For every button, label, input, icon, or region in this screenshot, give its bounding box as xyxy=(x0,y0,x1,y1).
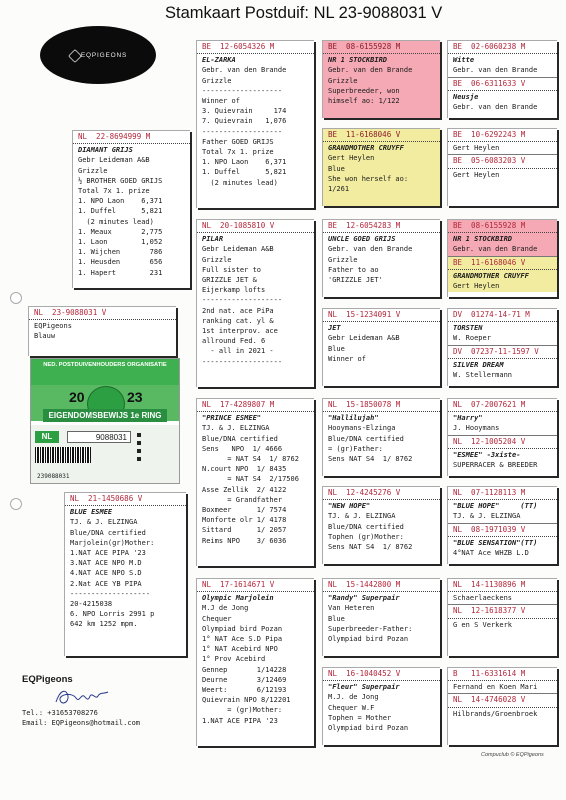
card-line: W. Stellermann xyxy=(453,371,513,380)
card-line: N.court NPO 1/ 8435 xyxy=(202,465,287,474)
card-line: (2 minutes lead) xyxy=(78,217,154,226)
card-line: Marjolein(gr)Mother: xyxy=(70,538,155,547)
pedigree-card-mfm xyxy=(322,486,440,564)
card-line: Gert Heylen xyxy=(328,154,375,163)
ring-number: NL 15-1442800 M xyxy=(323,580,440,592)
card-line: 1.NAT ACE PIPA '23 xyxy=(202,716,278,725)
card-line: Gebr. van den Brande xyxy=(453,245,538,254)
pedigree-card-g6 xyxy=(447,486,557,564)
ring-number: NL 15-1850078 M xyxy=(323,400,440,412)
card-line: Tophen = Mother xyxy=(328,713,392,722)
card-line: M.J. de Jong xyxy=(328,693,379,702)
eqpigeons-logo xyxy=(40,26,156,84)
card-line: Deurne 3/12469 xyxy=(202,675,287,684)
card-top-half xyxy=(448,220,557,256)
certificate-header: NED. POSTDUIVENHOUDERS ORGANISATIE xyxy=(31,359,179,385)
card-line: Quievrain NPO 8/12201 xyxy=(202,696,291,705)
pedigree-card-mf xyxy=(196,398,314,566)
card-line: 4.NAT ACE NPO S.D xyxy=(70,569,142,578)
pedigree-card-fmm xyxy=(322,308,440,386)
card-line: 1° NAT Acebird NPO xyxy=(202,645,278,654)
card-bottom-half xyxy=(448,693,557,719)
card-line: Gebr Leideman A&B xyxy=(78,156,150,165)
card-line: Blue/DNA certified xyxy=(70,528,146,537)
card-line: Gert Heylen xyxy=(453,282,500,291)
card-bottom-half xyxy=(448,345,557,382)
card-line: Reims NPO 3/ 6036 xyxy=(202,536,287,545)
card-line: Eijerkamp lofts xyxy=(202,286,266,295)
pigeon-name: EL-ZARKA xyxy=(202,56,236,65)
ring-number: NL 22-8694999 M xyxy=(73,132,190,144)
card-line: 1° NAT Ace S.D Pipa xyxy=(202,635,283,644)
card-line: W. Roeper xyxy=(453,334,491,343)
card-line: Winner of xyxy=(202,97,240,106)
card-line: Father to ao xyxy=(328,265,379,274)
card-line: ------------------- xyxy=(202,86,283,95)
card-line: 1/261 xyxy=(328,185,350,194)
card-line: Superbreeder-Father: xyxy=(328,624,413,633)
card-line: Schaerlaeckens xyxy=(453,594,513,603)
card-line: Blue xyxy=(328,614,345,623)
card-line: ranking cat. yl & xyxy=(202,316,274,325)
pigeon-name: GRANDMOTHER CRUYFF xyxy=(328,144,404,153)
pedigree-card-g1 xyxy=(447,40,557,118)
card-bottom-half xyxy=(448,154,557,180)
ring-number: B 11-6331614 M xyxy=(448,669,557,681)
card-line: 1st interprov. ace xyxy=(202,327,278,336)
card-line: 3. Quievrain 174 xyxy=(202,107,287,116)
ring-number: NL 16-1040452 V xyxy=(323,669,440,681)
pedigree-card-fff xyxy=(322,40,440,118)
copyright: Compuclub © EQPigeons xyxy=(481,752,544,758)
card-bottom-half xyxy=(448,256,557,293)
card-line: Gennep 1/14228 xyxy=(202,665,287,674)
card-line: Boxmeer 1/ 7574 xyxy=(202,506,287,515)
card-line: Sens NAT S4 1/ 8762 xyxy=(328,455,413,464)
card-line: Chequer W.F xyxy=(328,703,375,712)
card-bottom-half xyxy=(448,435,557,472)
card-line: She won herself ao: xyxy=(328,174,409,183)
ring-number: NL 07-1128113 M xyxy=(448,488,557,500)
card-line: = (gr)Father: xyxy=(328,444,383,453)
card-line: Total 7x 1. prize xyxy=(78,187,150,196)
certificate-country-code: NL xyxy=(35,431,59,443)
card-line: 3.NAT ACE NPO M.D xyxy=(70,559,142,568)
card-line: 'GRIZZLE JET' xyxy=(328,276,383,285)
pedigree-card-mother xyxy=(64,492,186,656)
pigeon-name: DIAMANT GRIJS xyxy=(78,146,133,155)
card-top-half xyxy=(448,487,557,523)
card-line: 2nd nat. ace PiPa xyxy=(202,306,274,315)
card-line: Blauw xyxy=(34,332,56,341)
pigeon-name: "Fleur" Superpair xyxy=(328,683,400,692)
checkbox-icon xyxy=(137,433,141,437)
card-line: 1. NPO Laon 6,371 xyxy=(202,158,287,167)
card-line: Gebr. van den Brande xyxy=(202,66,287,75)
contact-info xyxy=(22,709,140,728)
card-line: 7. Quievrain 1,076 xyxy=(202,117,287,126)
pedigree-card-g5 xyxy=(447,398,557,476)
ring-number: NL 20-1085810 V xyxy=(197,221,314,233)
card-line: J. Hooymans xyxy=(453,424,500,433)
card-line: Sens NAT S4 1/ 8762 xyxy=(328,543,413,552)
subject-card xyxy=(28,306,176,356)
pigeon-name: Olympic Marjolein xyxy=(202,594,274,603)
ring-number: DV 07237-11-1597 V xyxy=(448,347,557,359)
pigeon-name: Neusje xyxy=(453,92,479,101)
card-line: Olympiad bird Pozan xyxy=(328,635,409,644)
card-line: ------------------- xyxy=(202,357,283,366)
card-line: Grizzle xyxy=(202,255,232,264)
pedigree-card-fmf xyxy=(322,219,440,297)
pedigree-card-ffm xyxy=(322,128,440,206)
card-line: GRIZZLE JET & xyxy=(202,276,257,285)
ring-number: NL 14-4746028 V xyxy=(448,695,557,707)
logo-text: EQPIGEONS xyxy=(80,51,128,59)
card-line: Van Heteren xyxy=(328,604,375,613)
card-line: ½ BROTHER GOED GRIJS xyxy=(78,176,163,185)
pigeon-name: "BLUE HOPE" (TT) xyxy=(453,502,538,511)
card-line: 2.Nat ACE YB PIPA xyxy=(70,579,142,588)
card-bottom-half xyxy=(448,604,557,630)
pigeon-name: TORSTEN xyxy=(453,324,483,333)
card-line: Blue/DNA certified xyxy=(202,434,278,443)
card-line: Sittard 1/ 2057 xyxy=(202,526,287,535)
card-line: TJ. & J. ELZINGA xyxy=(202,424,270,433)
card-top-half xyxy=(448,668,557,693)
card-line: Hilbrands/Groenbroek xyxy=(453,709,538,718)
card-line: SUPERRACER & BREEDER xyxy=(453,461,538,470)
pedigree-card-father xyxy=(72,130,190,288)
pedigree-card-g2 xyxy=(447,128,557,206)
ring-number: NL 15-1234091 V xyxy=(323,310,440,322)
card-line: 1.NAT ACE PIPA '23 xyxy=(70,549,146,558)
card-line: 6. NPO Lorris 2991 p xyxy=(70,610,155,619)
ring-number: NL 08-1971039 V xyxy=(448,525,557,537)
pedigree-card-mmm xyxy=(322,667,440,745)
pigeon-name: "Harry" xyxy=(453,414,483,423)
pedigree-card-mff xyxy=(322,398,440,476)
card-line: 4°NAT Ace WHZB L.D xyxy=(453,549,529,558)
pedigree-card-g7 xyxy=(447,578,557,656)
ownership-certificate xyxy=(30,358,180,484)
card-line: himself ao: 1/122 xyxy=(328,97,400,106)
card-line: Asse Zellik 2/ 4122 xyxy=(202,485,287,494)
pedigree-card-g8 xyxy=(447,667,557,745)
ring-number: BE 10-6292243 M xyxy=(448,130,557,142)
binder-hole-icon xyxy=(10,292,22,304)
ring-number: DV 01274-14-71 M xyxy=(448,310,557,322)
card-line: 20-4215038 xyxy=(70,600,113,609)
card-line: Winner of xyxy=(328,354,366,363)
card-top-half xyxy=(448,41,557,77)
ring-number: BE 12-6054326 M xyxy=(197,42,314,54)
card-line: Gebr Leideman A&B xyxy=(202,245,274,254)
card-line: Tophen (gr)Mother: xyxy=(328,532,404,541)
checkbox-icon xyxy=(137,457,141,461)
pedigree-card-ff xyxy=(196,40,314,208)
card-line: 1. NPO Laon 6,371 xyxy=(78,197,163,206)
card-line: = NAT S4 1/ 8762 xyxy=(202,455,299,464)
card-line: Blue xyxy=(328,344,345,353)
certificate-ring-number: 9088031 xyxy=(67,431,131,443)
pigeon-name: "PRINCE ESMEE" xyxy=(202,414,262,423)
pigeon-name: "Randy" Superpair xyxy=(328,594,400,603)
card-bottom-half xyxy=(448,523,557,560)
card-line: M.J de Jong xyxy=(202,604,249,613)
card-line: allround Fed. 6 xyxy=(202,337,266,346)
card-line: 1. Hapert 231 xyxy=(78,268,163,277)
pedigree-card-fm xyxy=(196,219,314,387)
ring-number: BE 06-6311633 V xyxy=(448,79,557,91)
card-line: ------------------- xyxy=(202,296,283,305)
ring-number: BE 12-6054283 M xyxy=(323,221,440,233)
card-line: Fernand en Koen Mari xyxy=(453,683,538,692)
ring-number: NL 23-9088031 V xyxy=(29,308,176,320)
card-line: Blue/DNA certified xyxy=(328,522,404,531)
card-line: 1. Wijchen 786 xyxy=(78,248,163,257)
card-line: Weert: 6/12193 xyxy=(202,686,287,695)
checkbox-icon xyxy=(137,449,141,453)
card-line: 642 km 1252 mpm. xyxy=(70,620,138,629)
card-line: Blue/DNA certified xyxy=(328,434,404,443)
card-line: Sens NPO 1/ 4666 xyxy=(202,444,283,453)
footer-brand: EQPigeons xyxy=(22,674,73,685)
ring-number: BE 05-6083203 V xyxy=(448,156,557,168)
card-line: 1. Laon 1,052 xyxy=(78,238,163,247)
card-top-half xyxy=(448,399,557,435)
ring-number: NL 12-4245276 V xyxy=(323,488,440,500)
ring-number: NL 07-2007621 M xyxy=(448,400,557,412)
card-line: TJ. & J. ELZINGA xyxy=(328,512,396,521)
card-line: Blue xyxy=(328,164,345,173)
card-top-half xyxy=(448,129,557,154)
certificate-year-left: 20 xyxy=(69,389,85,405)
pigeon-name: "NEW HOPE" xyxy=(328,502,371,511)
card-line: Gebr. van den Brande xyxy=(328,245,413,254)
pigeon-name: GRANDMOTHER CRUYFF xyxy=(453,271,529,280)
pigeon-name: "BLUE SENSATION"(TT) xyxy=(453,538,538,547)
pigeon-name: "Hallilujah" xyxy=(328,414,379,423)
pedigree-card-g4 xyxy=(447,308,557,386)
page-title: Stamkaart Postduif: NL 23-9088031 V xyxy=(165,4,443,22)
card-line: = Grandfather xyxy=(202,495,283,504)
card-line: 1. Heusden 656 xyxy=(78,258,163,267)
card-line: EQPigeons xyxy=(34,322,72,331)
barcode-icon xyxy=(35,447,91,463)
card-line: Olympiad bird Pozan xyxy=(328,724,409,733)
card-line: TJ. & J. ELZINGA xyxy=(453,512,521,521)
card-line: Gebr. van den Brande xyxy=(453,66,538,75)
card-line: (2 minutes lead) xyxy=(202,178,278,187)
contact-phone: Tel.: +31653708276 xyxy=(22,709,98,717)
card-line: Hooymans-Elzinga xyxy=(328,424,396,433)
ring-number: NL 21-1450686 V xyxy=(65,494,186,506)
contact-email: Email: EQPigeons@hotmail.com xyxy=(22,718,141,727)
signature-icon xyxy=(52,684,112,710)
card-line: Grizzle xyxy=(78,166,108,175)
card-line: 1. Meaux 2,775 xyxy=(78,227,163,236)
pigeon-name: NR 1 STOCKBIRD xyxy=(328,56,388,65)
card-line: ------------------- xyxy=(202,127,283,136)
pigeon-name: JET xyxy=(328,324,341,333)
ring-number: BE 11-6168046 V xyxy=(448,258,557,270)
card-line: ------------------- xyxy=(70,589,151,598)
card-line: Grizzle xyxy=(328,76,358,85)
card-line: Chequer xyxy=(202,614,232,623)
card-line: - all in 2021 - xyxy=(202,347,274,356)
ring-number: BE 08-6155928 M xyxy=(448,221,557,233)
ring-number: NL 17-4289807 M xyxy=(197,400,314,412)
certificate-ribbon: EIGENDOMSBEWIJS 1e RING xyxy=(43,409,167,422)
pigeon-name: BLUE ESMEE xyxy=(70,508,113,517)
pigeon-name: Witte xyxy=(453,56,475,65)
card-line: = (gr)Mother: xyxy=(202,706,283,715)
card-line: Full sister to xyxy=(202,265,262,274)
pigeon-name: PILAR xyxy=(202,235,224,244)
ring-number: NL 14-1130896 M xyxy=(448,580,557,592)
certificate-year-right: 23 xyxy=(127,389,143,405)
card-line: G en S Verkerk xyxy=(453,620,513,629)
ring-number: BE 08-6155928 M xyxy=(323,42,440,54)
ring-number: BE 02-6060238 M xyxy=(448,42,557,54)
card-line: 1° Prov Acebird xyxy=(202,655,266,664)
card-line: Gebr. van den Brande xyxy=(328,66,413,75)
card-line: Superbreeder, won xyxy=(328,86,400,95)
card-line: Gebr. van den Brande xyxy=(453,103,538,112)
card-line: Total 7x 1. prize xyxy=(202,148,274,157)
binder-hole-icon xyxy=(10,498,22,510)
card-line: Gebr Leideman A&B xyxy=(328,334,400,343)
checkbox-icon xyxy=(137,441,141,445)
pigeon-name: UNCLE GOED GRIJS xyxy=(328,235,396,244)
card-line: Grizzle xyxy=(328,255,358,264)
pedigree-card-g3 xyxy=(447,219,557,297)
ring-number: NL 12-1005204 V xyxy=(448,437,557,449)
card-top-half xyxy=(448,309,557,345)
ring-number: NL 17-1614671 V xyxy=(197,580,314,592)
barcode-number: 239088031 xyxy=(37,473,70,480)
pigeon-name: NR 1 STOCKBIRD xyxy=(453,235,513,244)
card-line: Monforte olr 1/ 4178 xyxy=(202,516,287,525)
card-line: 1. Duffel 5,821 xyxy=(78,207,163,216)
pigeon-name: "ESMEE" -3xiste- xyxy=(453,450,521,459)
card-line: 1. Duffel 5,821 xyxy=(202,168,287,177)
ring-number: NL 12-1618377 V xyxy=(448,606,557,618)
pedigree-card-mmf xyxy=(322,578,440,656)
card-line: Gert Heylen xyxy=(453,170,500,179)
card-line: = NAT S4 2/17506 xyxy=(202,475,299,484)
card-bottom-half xyxy=(448,77,557,114)
pigeon-name: SILVER DREAM xyxy=(453,360,504,369)
card-line: Father GOED GRIJS xyxy=(202,137,274,146)
ring-number: BE 11-6168046 V xyxy=(323,130,440,142)
card-line: Grizzle xyxy=(202,76,232,85)
card-line: Gert Heylen xyxy=(453,144,500,153)
card-line: Olympiad bird Pozan xyxy=(202,624,283,633)
card-line: TJ. & J. ELZINGA xyxy=(70,518,138,527)
card-top-half xyxy=(448,579,557,604)
pedigree-card-mm xyxy=(196,578,314,746)
